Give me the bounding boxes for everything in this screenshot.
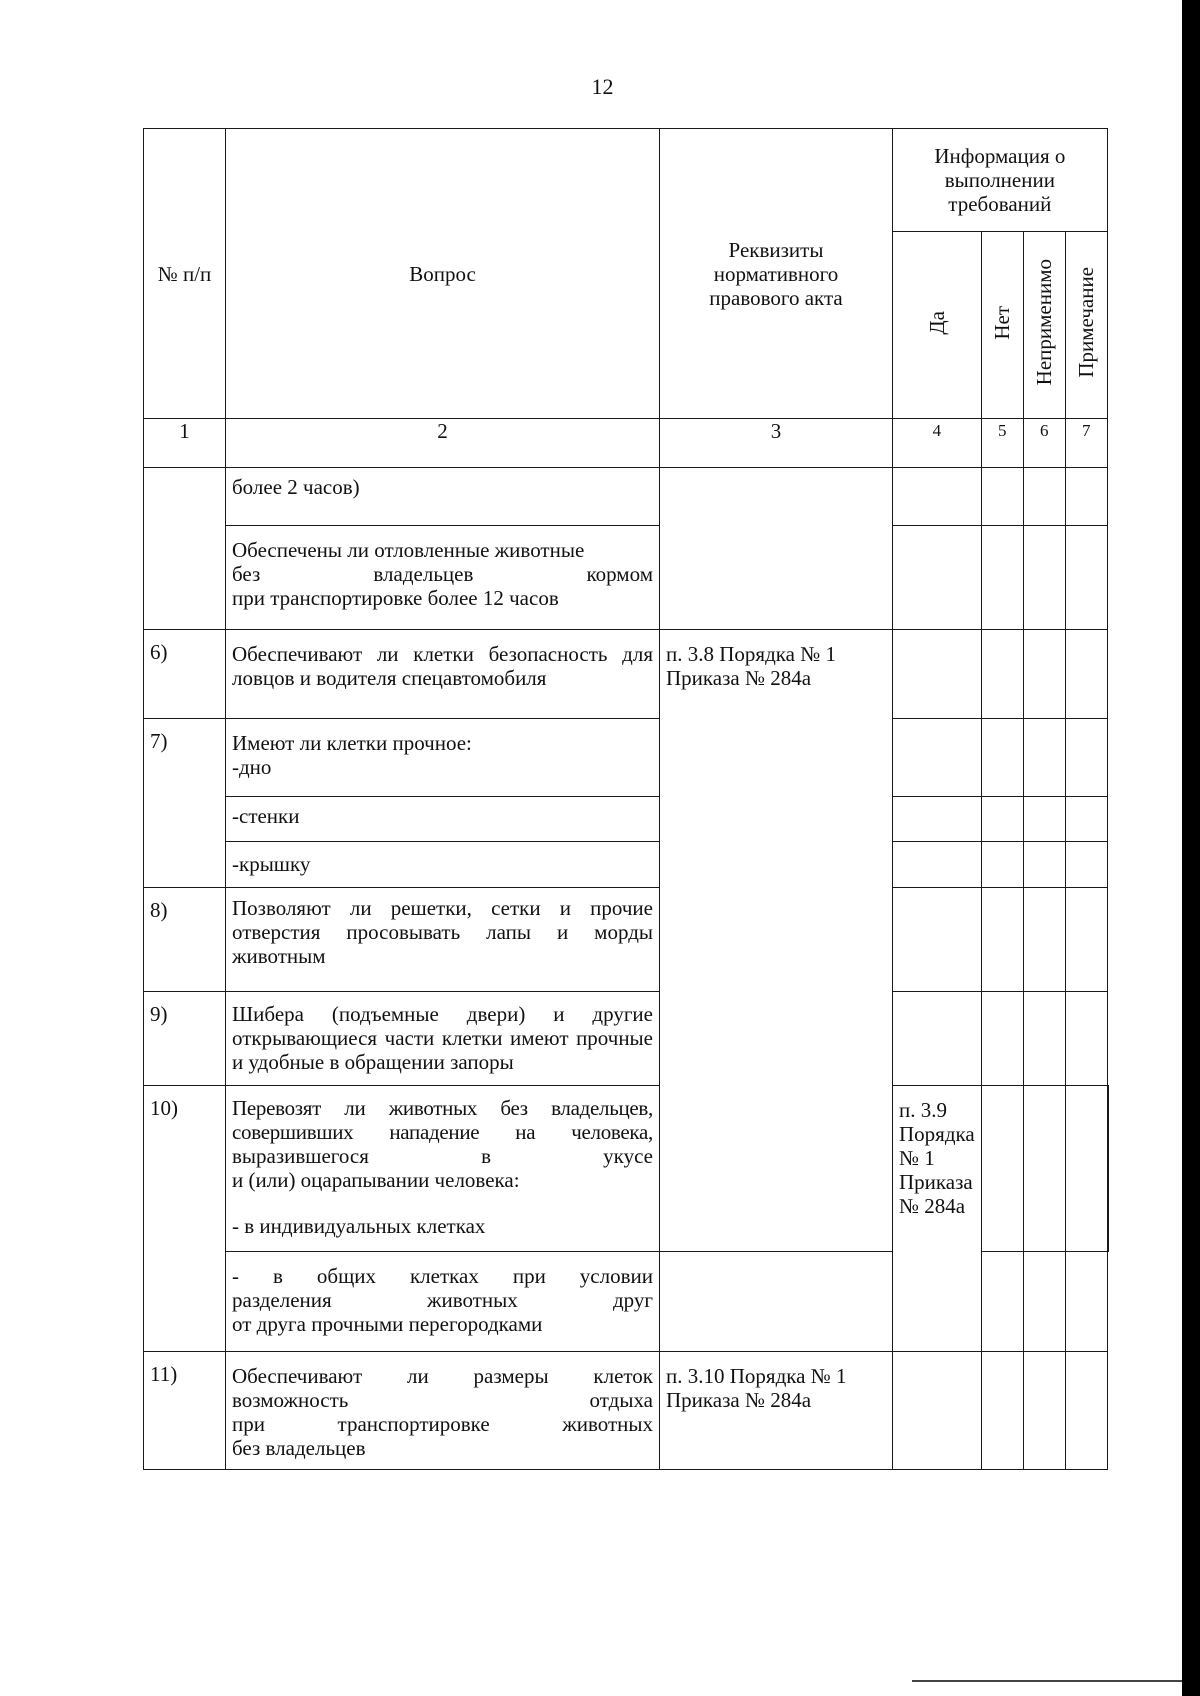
question-line: без владельцев кормом <box>232 562 653 586</box>
row-question: Шибера (подъемные двери) и другие открывающиеся части клетки имеют прочные и удобные в обращении запоры <box>226 992 660 1086</box>
row-act: п. 3.10 Порядка № 1 Приказа № 284а <box>660 1352 893 1470</box>
question-line: при транспортировке более 12 часов <box>232 586 559 610</box>
question-line: Имеют ли клетки прочное: <box>232 731 472 755</box>
table-row <box>144 468 1109 526</box>
question-line: и (или) оцарапывании человека: <box>232 1168 520 1192</box>
question-line: - в общих клетках при условии <box>232 1264 653 1288</box>
answer-cell <box>981 888 1023 992</box>
answer-cell <box>1107 1086 1108 1252</box>
answer-cell <box>1065 719 1107 797</box>
answer-cell <box>893 888 982 992</box>
answer-cell <box>1065 1086 1107 1252</box>
answer-cell <box>893 630 982 719</box>
header-col-num: № п/п <box>144 129 226 419</box>
row-question <box>226 1352 660 1470</box>
header-na-label: Неприменимо <box>1032 259 1057 386</box>
answer-cell <box>1065 1252 1107 1352</box>
header-col-info: Информация о выполнении требований <box>893 129 1108 232</box>
header-row <box>144 129 1109 232</box>
header-col-na <box>1023 232 1065 419</box>
question-line: разделения животных друг <box>232 1288 653 1312</box>
answer-cell <box>1023 842 1065 888</box>
answer-cell <box>1023 1252 1065 1352</box>
header-col-yes <box>893 232 982 419</box>
answer-cell <box>893 468 982 526</box>
answer-cell <box>1023 526 1065 630</box>
answer-cell <box>1023 1086 1065 1252</box>
table-row <box>144 888 1109 992</box>
table-row <box>144 842 1109 888</box>
answer-cell <box>1065 1352 1107 1470</box>
row-num: 8) <box>144 888 226 992</box>
table-row <box>144 526 1109 630</box>
answer-cell <box>981 1352 1023 1470</box>
answer-cell <box>660 1252 893 1352</box>
row-num: 11) <box>144 1352 226 1470</box>
answer-cell <box>1065 842 1107 888</box>
row-question <box>226 719 660 797</box>
answer-cell <box>1023 1352 1065 1470</box>
checklist-table <box>143 128 1109 1470</box>
row-question: Позволяют ли решетки, сетки и прочие отверстия просовывать лапы и морды животным <box>226 888 660 992</box>
answer-cell <box>893 992 982 1086</box>
header-note-label: Примечание <box>1074 267 1099 378</box>
header-col-no <box>981 232 1023 419</box>
table-row <box>144 1086 1109 1252</box>
column-number: 1 <box>144 419 226 468</box>
page-number: 12 <box>591 74 614 99</box>
answer-cell <box>981 526 1023 630</box>
answer-cell <box>893 1352 982 1470</box>
question-line: - в индивидуальных клетках <box>232 1214 486 1238</box>
column-number-row <box>144 419 1109 468</box>
answer-cell <box>981 842 1023 888</box>
answer-cell <box>1023 719 1065 797</box>
answer-cell <box>893 719 982 797</box>
answer-cell <box>1023 630 1065 719</box>
answer-cell <box>1023 797 1065 842</box>
answer-cell <box>893 842 982 888</box>
answer-cell <box>1023 992 1065 1086</box>
row-act: п. 3.9 Порядка № 1 Приказа № 284а <box>893 1086 982 1352</box>
row-num: 7) <box>144 719 226 888</box>
answer-cell <box>981 468 1023 526</box>
column-number: 7 <box>1065 419 1107 468</box>
question-line: выразившегося в укусе <box>232 1144 653 1168</box>
header-no-label: Нет <box>990 305 1015 340</box>
row-act: п. 3.8 Порядка № 1 Приказа № 284а <box>660 630 893 1252</box>
table-row <box>144 1352 1109 1470</box>
answer-cell <box>1065 630 1107 719</box>
column-number: 5 <box>981 419 1023 468</box>
column-number: 2 <box>226 419 660 468</box>
row-question: Обеспечивают ли клетки безопасность для ловцов и водителя спецавтомобиля <box>226 630 660 719</box>
answer-cell <box>1065 992 1107 1086</box>
question-line: без владельцев <box>232 1436 366 1460</box>
row-question: -крышку <box>226 842 660 888</box>
row-question <box>226 1252 660 1352</box>
table-row <box>144 992 1109 1086</box>
row-num: 10) <box>144 1086 226 1352</box>
row-num: 9) <box>144 992 226 1086</box>
table-row <box>144 630 1109 719</box>
header-col-question: Вопрос <box>226 129 660 419</box>
answer-cell <box>981 797 1023 842</box>
scan-edge-bar <box>1182 0 1200 1696</box>
scan-edge-line <box>912 1680 1182 1682</box>
table-row <box>144 719 1109 797</box>
column-number: 4 <box>893 419 982 468</box>
header-yes-label: Да <box>924 310 949 335</box>
answer-cell <box>1023 888 1065 992</box>
question-line: от друга прочными перегородками <box>232 1312 543 1336</box>
row-num-cell <box>144 468 226 630</box>
column-number: 6 <box>1023 419 1065 468</box>
header-col-note <box>1065 232 1107 419</box>
question-line: при транспортировке животных <box>232 1412 653 1436</box>
row-question <box>226 526 660 630</box>
question-line: Обеспечивают ли размеры клеток <box>232 1364 653 1388</box>
question-line: -дно <box>232 755 272 779</box>
row-num: 6) <box>144 630 226 719</box>
question-line: возможность отдыха <box>232 1388 653 1412</box>
answer-cell <box>981 719 1023 797</box>
answer-cell <box>1065 888 1107 992</box>
answer-cell <box>893 526 982 630</box>
answer-cell <box>981 630 1023 719</box>
answer-cell <box>1065 526 1107 630</box>
answer-cell <box>981 1252 1023 1352</box>
row-question <box>226 1086 660 1252</box>
header-col-act: Реквизиты нормативного правового акта <box>660 129 893 419</box>
answer-cell <box>1065 797 1107 842</box>
answer-cell <box>1023 468 1065 526</box>
table-row <box>144 797 1109 842</box>
question-line: Обеспечены ли отловленные животные <box>232 538 585 562</box>
answer-cell <box>981 992 1023 1086</box>
question-line: Перевозят ли животных без владельцев, совершивших нападение на человека, <box>232 1096 653 1144</box>
row-question: -стенки <box>226 797 660 842</box>
answer-cell <box>893 797 982 842</box>
answer-cell <box>981 1086 1023 1252</box>
column-number: 3 <box>660 419 893 468</box>
row-act-cell <box>660 468 893 630</box>
row-question: более 2 часов) <box>226 468 660 526</box>
answer-cell <box>1065 468 1107 526</box>
